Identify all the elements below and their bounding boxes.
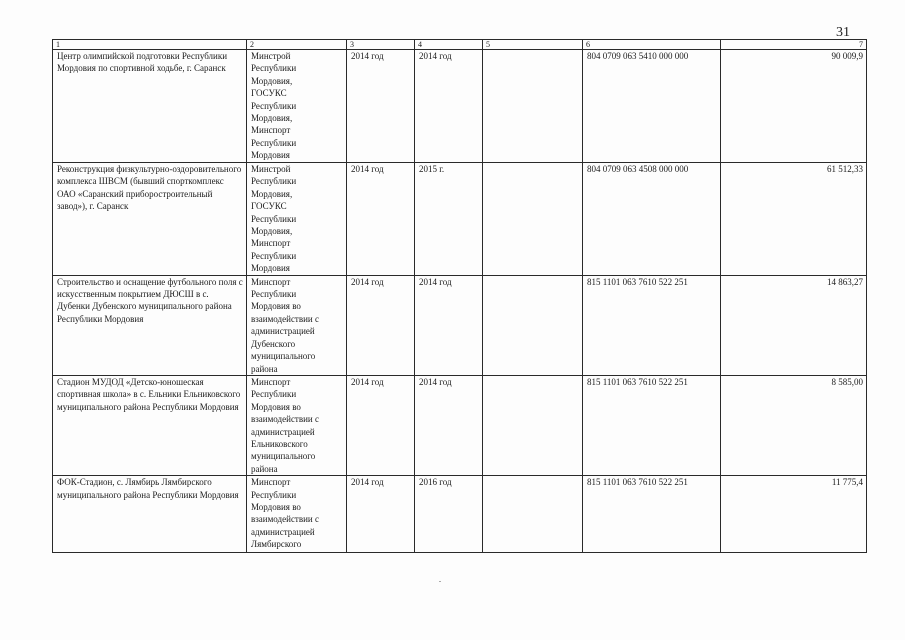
executor-cell: Минспорт Республики Мордовия во взаимодействии с администрацией Ельниковского муниципального района [247, 375, 347, 475]
empty-cell [483, 375, 583, 475]
end-year-cell: 2014 год [415, 275, 483, 375]
start-year-cell: 2014 год [347, 163, 415, 276]
column-header: 6 [583, 40, 721, 50]
page-number: 31 [836, 25, 850, 40]
scan-speck [439, 581, 441, 582]
project-name-cell: Реконструкция физкультурно-оздоровительного комплекса ШВСМ (бывший спорткомплекс ОАО «Саранский приборостроительный завод»), г. Саранск [53, 163, 247, 276]
project-name-cell: ФОК-Стадион, с. Лямбирь Лямбирского муниципального района Республики Мордовия [53, 476, 247, 553]
executor-cell: Минстрой Республики Мордовия, ГОСУКС Республики Мордовия, Минспорт Республики Мордовия [247, 50, 347, 163]
empty-cell [483, 275, 583, 375]
start-year-cell: 2014 год [347, 275, 415, 375]
header-row [53, 40, 867, 50]
start-year-cell: 2014 год [347, 50, 415, 163]
column-header: 4 [415, 40, 483, 50]
budget-code-cell: 815 1101 063 7610 522 251 [583, 275, 721, 375]
column-header: 2 [247, 40, 347, 50]
table-row [53, 476, 867, 553]
amount-cell: 90 009,9 [721, 50, 867, 163]
table-row [53, 375, 867, 475]
column-header: 1 [53, 40, 247, 50]
empty-cell [483, 50, 583, 163]
end-year-cell: 2016 год [415, 476, 483, 553]
budget-code-cell: 815 1101 063 7610 522 251 [583, 476, 721, 553]
budget-code-cell: 804 0709 063 4508 000 000 [583, 163, 721, 276]
amount-cell: 11 775,4 [721, 476, 867, 553]
table-row [53, 275, 867, 375]
column-header: 5 [483, 40, 583, 50]
executor-cell: Минстрой Республики Мордовия, ГОСУКС Республики Мордовия, Минспорт Республики Мордовия [247, 163, 347, 276]
projects-table [52, 39, 867, 553]
amount-cell: 8 585,00 [721, 375, 867, 475]
table-row [53, 163, 867, 276]
executor-cell: Минспорт Республики Мордовия во взаимодействии с администрацией Лямбирского [247, 476, 347, 553]
end-year-cell: 2015 г. [415, 163, 483, 276]
amount-cell: 14 863,27 [721, 275, 867, 375]
budget-code-cell: 815 1101 063 7610 522 251 [583, 375, 721, 475]
column-header: 3 [347, 40, 415, 50]
amount-cell: 61 512,33 [721, 163, 867, 276]
project-name-cell: Стадион МУДОД «Детско-юношеская спортивная школа» в с. Ельники Ельниковского муниципального района Республики Мордовия [53, 375, 247, 475]
start-year-cell: 2014 год [347, 476, 415, 553]
executor-cell: Минспорт Республики Мордовия во взаимодействии с администрацией Дубенского муниципального района [247, 275, 347, 375]
end-year-cell: 2014 год [415, 50, 483, 163]
project-name-cell: Строительство и оснащение футбольного поля с искусственным покрытием ДЮСШ в с. Дубенки Дубенского муниципального района Республики Мордовия [53, 275, 247, 375]
column-header: 7 [721, 40, 867, 50]
table-row [53, 50, 867, 163]
budget-code-cell: 804 0709 063 5410 000 000 [583, 50, 721, 163]
empty-cell [483, 476, 583, 553]
empty-cell [483, 163, 583, 276]
project-name-cell: Центр олимпийской подготовки Республики Мордовия по спортивной ходьбе, г. Саранск [53, 50, 247, 163]
end-year-cell: 2014 год [415, 375, 483, 475]
start-year-cell: 2014 год [347, 375, 415, 475]
